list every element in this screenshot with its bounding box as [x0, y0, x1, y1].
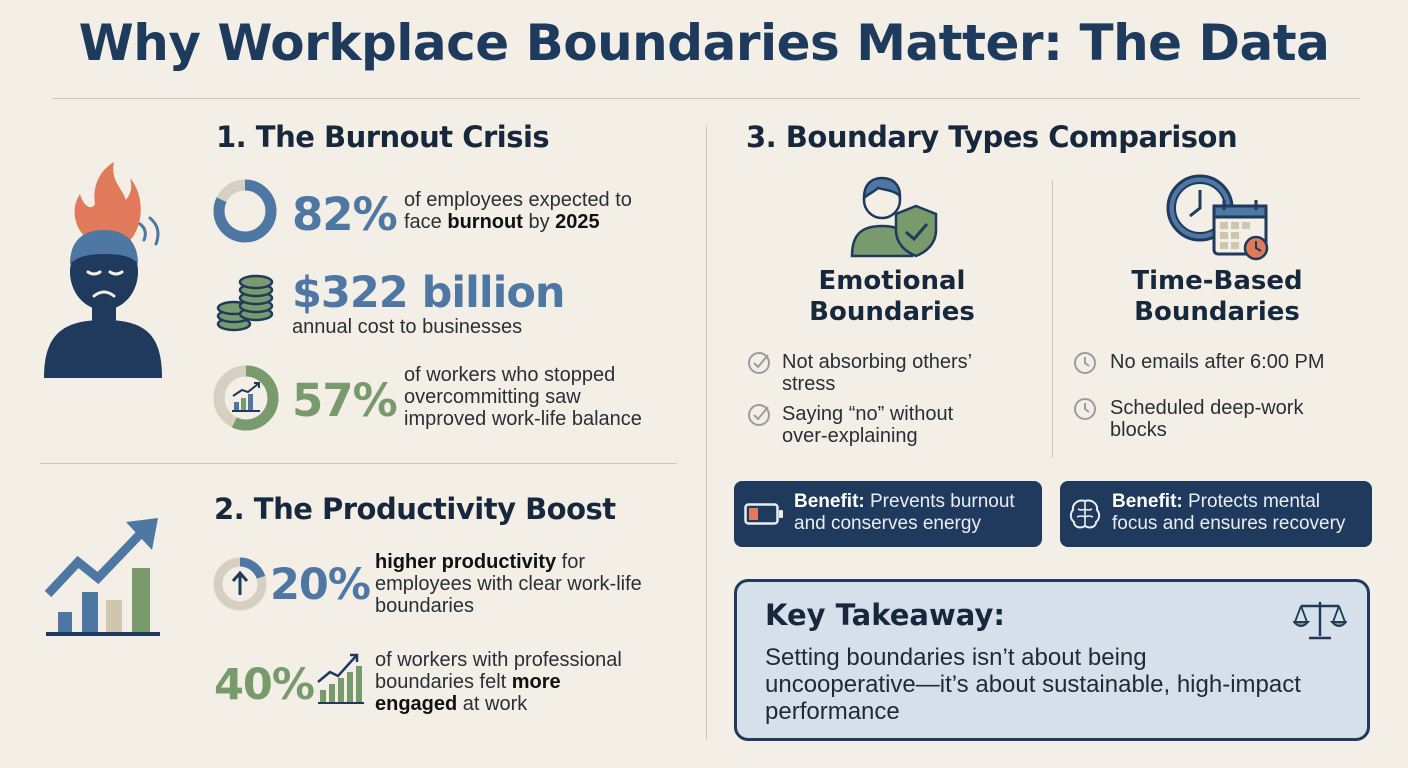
engagement-percent: 40%	[214, 660, 314, 710]
growth-chart-icon	[232, 383, 260, 411]
burnout-section-title: 1. The Burnout Crisis	[216, 120, 550, 154]
time-benefit-box: Benefit: Protects mental focus and ensures recovery	[1060, 481, 1372, 547]
trend-up-icon	[316, 652, 364, 706]
page-title: Why Workplace Boundaries Matter: The Data	[78, 14, 1330, 72]
arrow-up-icon	[233, 573, 247, 595]
productivity-percent: 20%	[270, 560, 370, 610]
column-divider	[706, 125, 707, 740]
emotional-benefit-box: Benefit: Prevents burnout and conserves energy	[734, 481, 1042, 547]
cost-value: $322 billion	[292, 268, 565, 318]
person-shield-icon	[848, 172, 940, 258]
key-takeaway-box	[734, 579, 1370, 741]
section-divider	[40, 463, 677, 464]
brain-icon	[1068, 497, 1102, 531]
burnout-ring-chart	[212, 178, 278, 244]
emotional-boundaries-title: Emotional Boundaries	[809, 266, 975, 327]
engagement-description: of workers with professional boundaries felt more engaged at work	[375, 649, 622, 715]
title-divider	[52, 98, 1360, 99]
clock-calendar-icon	[1164, 172, 1272, 262]
clock-icon	[1072, 350, 1098, 376]
time-bullet-2: Scheduled deep-work blocks	[1110, 397, 1304, 441]
benefit-label: Benefit:	[1112, 491, 1183, 512]
balance-percent: 57%	[292, 374, 397, 427]
growth-chart-icon	[44, 516, 164, 640]
burnout-person-icon	[40, 160, 170, 380]
productivity-section-title: 2. The Productivity Boost	[214, 492, 616, 526]
takeaway-title: Key Takeaway:	[765, 598, 1005, 632]
balance-ring-chart	[212, 364, 280, 432]
time-boundaries-title: Time-Based Boundaries	[1131, 266, 1303, 327]
takeaway-body: Setting boundaries isn’t about being uncooperative—it’s about sustainable, high-impact performance	[765, 644, 1301, 725]
emotional-bullet-1: Not absorbing others’ stress	[782, 351, 973, 395]
benefit-label: Benefit:	[794, 491, 865, 512]
productivity-description: higher productivity for employees with clear work-life boundaries	[375, 551, 642, 617]
comparison-divider	[1052, 180, 1053, 458]
burnout-description: of employees expected to face burnout by 2025	[404, 189, 632, 233]
balance-description: of workers who stopped overcommitting saw improved work-life balance	[404, 364, 642, 430]
productivity-ring-chart	[212, 556, 268, 612]
cost-description: annual cost to businesses	[292, 316, 523, 338]
emotional-bullet-2: Saying “no” without over-explaining	[782, 403, 954, 447]
check-circle-icon	[746, 350, 772, 376]
coins-icon	[214, 272, 276, 334]
low-battery-icon	[744, 503, 784, 525]
time-bullet-1: No emails after 6:00 PM	[1110, 351, 1325, 373]
burnout-percent: 82%	[292, 188, 397, 241]
scales-icon	[1293, 598, 1347, 640]
clock-icon	[1072, 396, 1098, 422]
check-circle-icon	[746, 402, 772, 428]
comparison-section-title: 3. Boundary Types Comparison	[746, 120, 1238, 154]
